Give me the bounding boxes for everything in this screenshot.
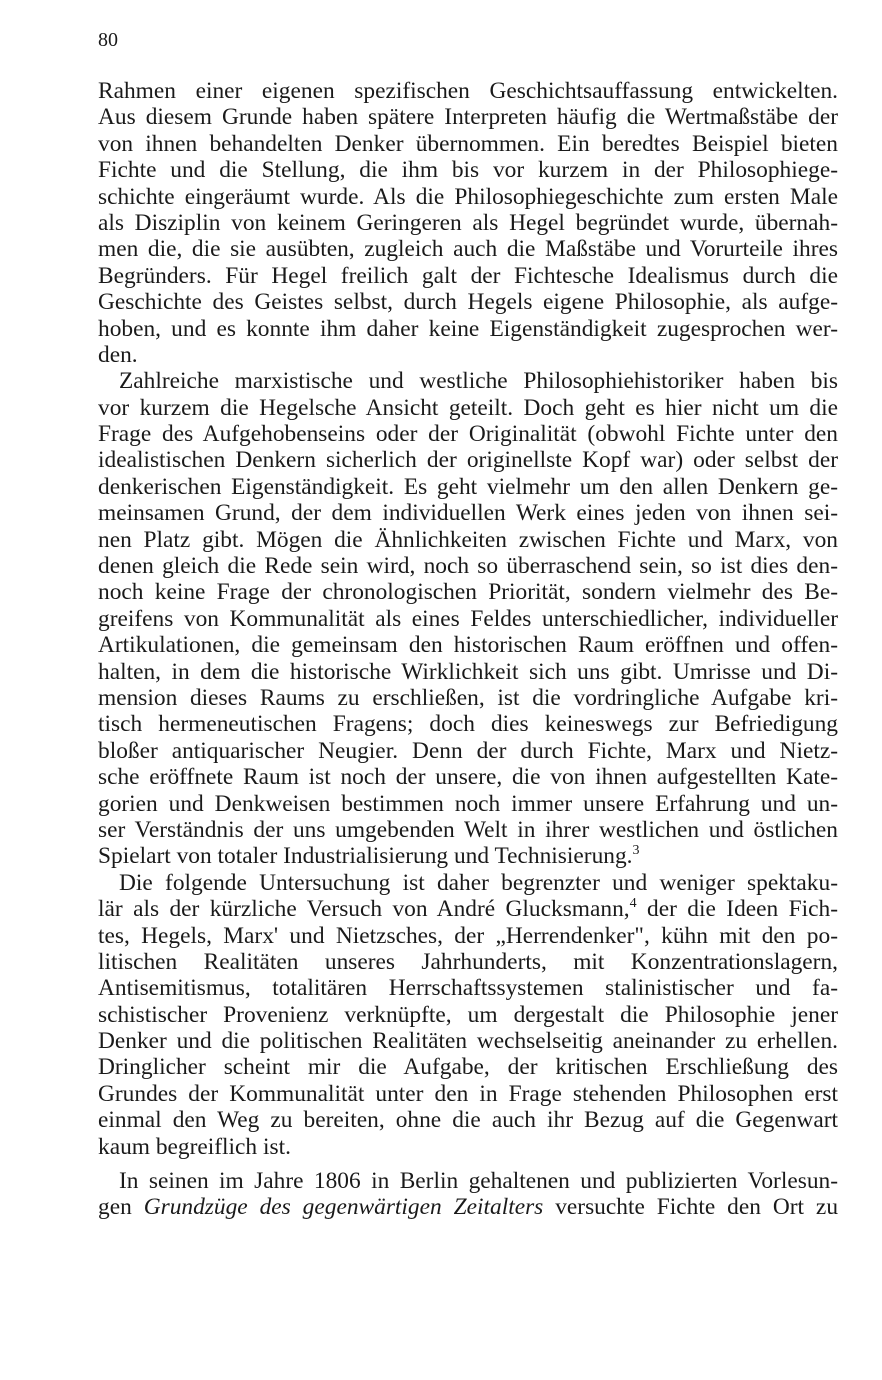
text-line: litischen Realitäten unseres Jahrhunderts, mit Konzentrationslagern, <box>98 948 838 975</box>
text-line: meinsamen Grund, der dem individuellen Werk eines jeden von ihnen sei- <box>98 500 838 527</box>
text-line: greifens von Kommunalität als eines Feldes unterschiedlicher, individueller <box>98 605 838 632</box>
text-line: Aus diesem Grunde haben spätere Interpreten häufig die Wertmaßstäbe der <box>98 104 838 131</box>
text-line: kaum begreiflich ist. <box>98 1133 291 1160</box>
text-line: noch keine Frage der chronologischen Priorität, sondern vielmehr des Be- <box>98 579 838 606</box>
footnote-reference: 4 <box>629 896 637 912</box>
text-line: Begründers. Für Hegel freilich galt der Fichtesche Idealismus durch die <box>98 262 838 289</box>
text-line: Geschichte des Geistes selbst, durch Hegels eigene Philosophie, als aufge- <box>98 289 838 316</box>
text-line: denen gleich die Rede sein wird, noch so überraschend sein, so ist dies den- <box>98 553 838 580</box>
paragraph <box>98 368 838 869</box>
paragraph <box>98 78 838 368</box>
text-line <box>98 896 838 922</box>
text-line: Fichte und die Stellung, die ihm bis vor kurzem in der Philosophiege- <box>98 157 838 184</box>
text-line: In seinen im Jahre 1806 in Berlin gehaltenen und publizierten Vorlesun- <box>119 1168 838 1195</box>
text-line: gorien und Denkweisen bestimmen noch immer unsere Erfahrung und un- <box>98 790 838 817</box>
text-line <box>98 843 838 869</box>
body-text <box>98 78 838 1221</box>
text-line: Dringlicher scheint mir die Aufgabe, der kritischen Erschließung des <box>98 1054 838 1081</box>
text-line: Grundes der Kommunalität unter den in Frage stehenden Philosophen erst <box>98 1080 838 1107</box>
text-line: hoben, und es konnte ihm daher keine Eigenständigkeit zugesprochen wer- <box>98 315 838 342</box>
text-line: men die, die sie ausübten, zugleich auch die Maßstäbe und Vorurteile ihres <box>98 236 838 263</box>
text-line: Artikulationen, die gemeinsam den historischen Raum eröffnen und offen- <box>98 632 838 659</box>
text-line-content: Spielart von totaler Industrialisierung und Technisierung. <box>98 843 633 870</box>
text-line: Frage des Aufgehobenseins oder der Originalität (obwohl Fichte unter den <box>98 421 838 448</box>
text-line: sche eröffnete Raum ist noch der unsere, die von ihnen aufgestellten Kate- <box>98 764 838 791</box>
text-line: schistischer Provenienz verknüpfte, um dergestalt die Philosophie jener <box>98 1001 838 1028</box>
page-number: 80 <box>98 29 118 51</box>
text-line: Die folgende Untersuchung ist daher begrenzter und weniger spektaku- <box>119 869 838 896</box>
text-line: ser Verständnis der uns umgebenden Welt in ihrer westlichen und östlichen <box>98 816 838 843</box>
book-title: Grundzüge des gegenwärtigen Zeitalters <box>143 1194 544 1221</box>
text-line-content: gen <box>98 1194 144 1221</box>
text-line: halten, in dem die historische Wirklichkeit sich uns gibt. Umrisse und Di- <box>98 658 838 685</box>
text-line: mension dieses Raums zu erschließen, ist die vordringliche Aufgabe kri- <box>98 684 838 711</box>
text-line: als Disziplin von keinem Geringeren als Hegel begründet wurde, übernah- <box>98 209 838 236</box>
paragraph <box>98 870 838 1160</box>
text-line: Zahlreiche marxistische und westliche Philosophiehistoriker haben bis <box>119 368 838 395</box>
text-line: denkerischen Eigenständigkeit. Es geht vielmehr um den allen Denkern ge- <box>98 473 838 500</box>
text-line: tisch hermeneutischen Fragens; doch dies keineswegs zur Befriedigung <box>98 711 838 738</box>
text-line: den. <box>98 341 138 368</box>
text-line: Antisemitismus, totalitären Herrschaftssystemen stalinistischer und fa- <box>98 975 838 1002</box>
text-line: bloßer antiquarischer Neugier. Denn der durch Fichte, Marx und Nietz- <box>98 737 838 764</box>
text-line-content: lär als der kürzliche Versuch von André Glucksmann, <box>98 896 630 923</box>
text-line: Denker und die politischen Realitäten wechselseitig aneinander zu erhellen. <box>98 1028 838 1055</box>
footnote-reference: 3 <box>632 843 640 859</box>
text-line <box>98 1194 838 1220</box>
paragraph <box>98 1168 838 1221</box>
text-line: nen Platz gibt. Mögen die Ähnlichkeiten zwischen Fichte und Marx, von <box>98 526 838 553</box>
paragraph-spacer <box>98 1160 838 1168</box>
text-line: vor kurzem die Hegelsche Ansicht geteilt. Doch geht es hier nicht um die <box>98 394 838 421</box>
text-line: einmal den Weg zu bereiten, ohne die auch ihr Bezug auf die Gegenwart <box>98 1107 838 1134</box>
text-line: tes, Hegels, Marx' und Nietzsches, der „Herrendenker", kühn mit den po- <box>98 922 838 949</box>
text-line: Rahmen einer eigenen spezifischen Geschichtsauffassung entwickelten. <box>98 78 838 104</box>
text-line: von ihnen behandelten Denker übernommen. Ein beredtes Beispiel bieten <box>98 130 838 157</box>
text-line: schichte eingeräumt wurde. Als die Philosophiegeschichte zum ersten Male <box>98 183 838 210</box>
text-line-content: der die Ideen Fich- <box>636 896 838 923</box>
text-line: idealistischen Denkern sicherlich der originellste Kopf war) oder selbst der <box>98 447 838 474</box>
text-line-content: versuchte Fichte den Ort zu <box>543 1194 839 1221</box>
